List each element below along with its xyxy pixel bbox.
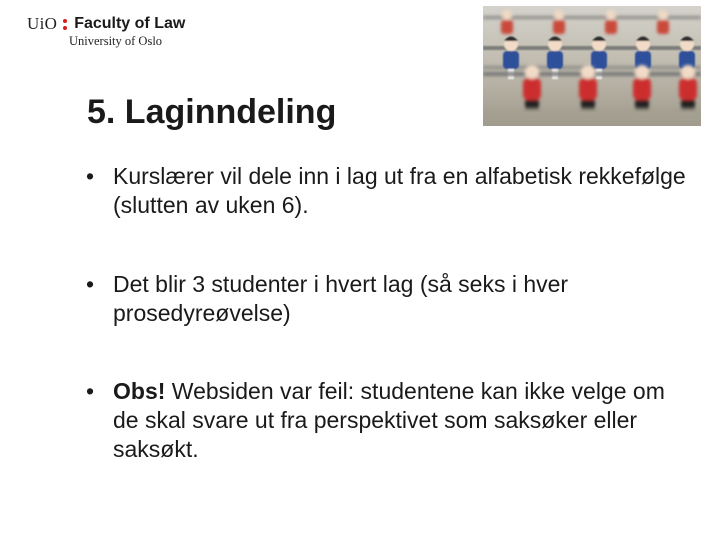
faculty-name: Faculty of Law [74, 15, 186, 32]
bullet-icon: • [86, 163, 95, 189]
bullet-item [86, 270, 686, 328]
foosball-illustration [483, 6, 701, 126]
logo-top-row [27, 13, 185, 35]
bullet-list [86, 162, 686, 514]
slide-title: 5. Laginndeling [87, 93, 337, 131]
university-name: University of Oslo [69, 34, 163, 48]
bullet-text: Kurslærer vil dele inn i lag ut fra en alfabetisk rekkefølge (slutten av uken 6). [113, 163, 686, 218]
bullet-text: Websiden var feil: studentene kan ikke velge om de skal svare ut fra perspektivet som saksøker eller saksøkt. [113, 378, 665, 462]
bullet-icon: • [86, 271, 95, 297]
uio-logo [27, 13, 267, 53]
bullet-text: Det blir 3 studenter i hvert lag (så seks i hver prosedyreøvelse) [113, 271, 569, 326]
foosball-photo [483, 6, 701, 126]
bullet-item [86, 377, 686, 464]
uio-dots-icon [63, 19, 67, 30]
uio-wordmark: UiO [27, 14, 58, 33]
bullet-emphasis: Obs! [113, 378, 166, 404]
bullet-item [86, 162, 686, 220]
bullet-icon: • [86, 378, 95, 404]
